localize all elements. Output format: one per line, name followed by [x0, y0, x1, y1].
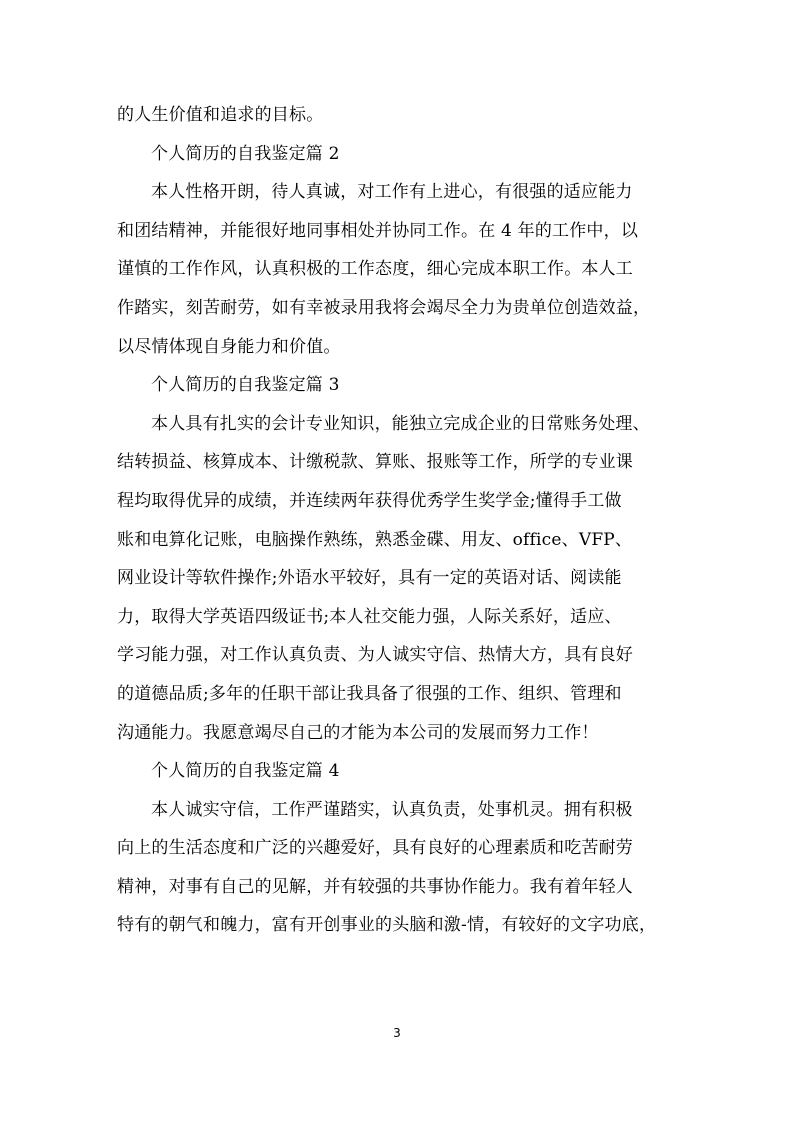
text-line: 力，取得大学英语四级证书;本人社交能力强，人际关系好，适应、: [117, 606, 622, 627]
text-line: 的道德品质;多年的任职干部让我具备了很强的工作、组织、管理和: [117, 683, 622, 704]
document-body: [117, 96, 687, 945]
text-line: 结转损益、核算成本、计缴税款、算账、报账等工作，所学的专业课: [117, 452, 633, 473]
text-line: 的人生价值和追求的目标。: [117, 105, 324, 125]
section-heading: 个人简历的自我鉴定篇 3: [151, 375, 340, 396]
text-line: 本人诚实守信，工作严谨踏实，认真负责，处事机灵。拥有积极: [151, 799, 633, 820]
text-line: 向上的生活态度和广泛的兴趣爱好，具有良好的心理素质和吃苦耐劳: [117, 838, 633, 859]
section-heading: 个人简历的自我鉴定篇 4: [151, 761, 340, 782]
text-line: 账和电算化记账，电脑操作熟练，熟悉金碟、用友、office、VFP、: [117, 529, 633, 550]
text-line: 程均取得优异的成绩，并连续两年获得优秀学生奖学金;懂得手工做: [117, 490, 622, 511]
text-line: 以尽情体现自身能力和价值。: [117, 336, 341, 357]
text-line: 学习能力强，对工作认真负责、为人诚实守信、热情大方，具有良好: [117, 645, 633, 666]
text-line: 沟通能力。我愿意竭尽自己的才能为本公司的发展而努力工作！: [117, 722, 599, 743]
page-number: 3: [393, 1026, 401, 1040]
text-line: 精神，对事有自己的见解，并有较强的共事协作能力。我有着年轻人: [117, 876, 633, 897]
text-line: 作踏实，刻苦耐劳，如有幸被录用我将会竭尽全力为贵单位创造效益，: [117, 297, 651, 318]
text-line: 本人性格开朗，待人真诚，对工作有上进心，有很强的适应能力: [151, 182, 633, 203]
text-line: 网业设计等软件操作;外语水平较好，具有一定的英语对话、阅读能: [117, 568, 622, 589]
text-line: 谨慎的工作作风，认真积极的工作态度，细心完成本职工作。本人工: [117, 259, 633, 280]
text-line: 特有的朝气和魄力，富有开创事业的头脑和激-情，有较好的文字功底，: [117, 915, 657, 936]
text-line: 和团结精神，并能很好地同事相处并协同工作。在 4 年的工作中，以: [117, 220, 639, 241]
section-heading: 个人简历的自我鉴定篇 2: [151, 143, 340, 164]
text-line: 本人具有扎实的会计专业知识，能独立完成企业的日常账务处理、: [151, 413, 650, 434]
